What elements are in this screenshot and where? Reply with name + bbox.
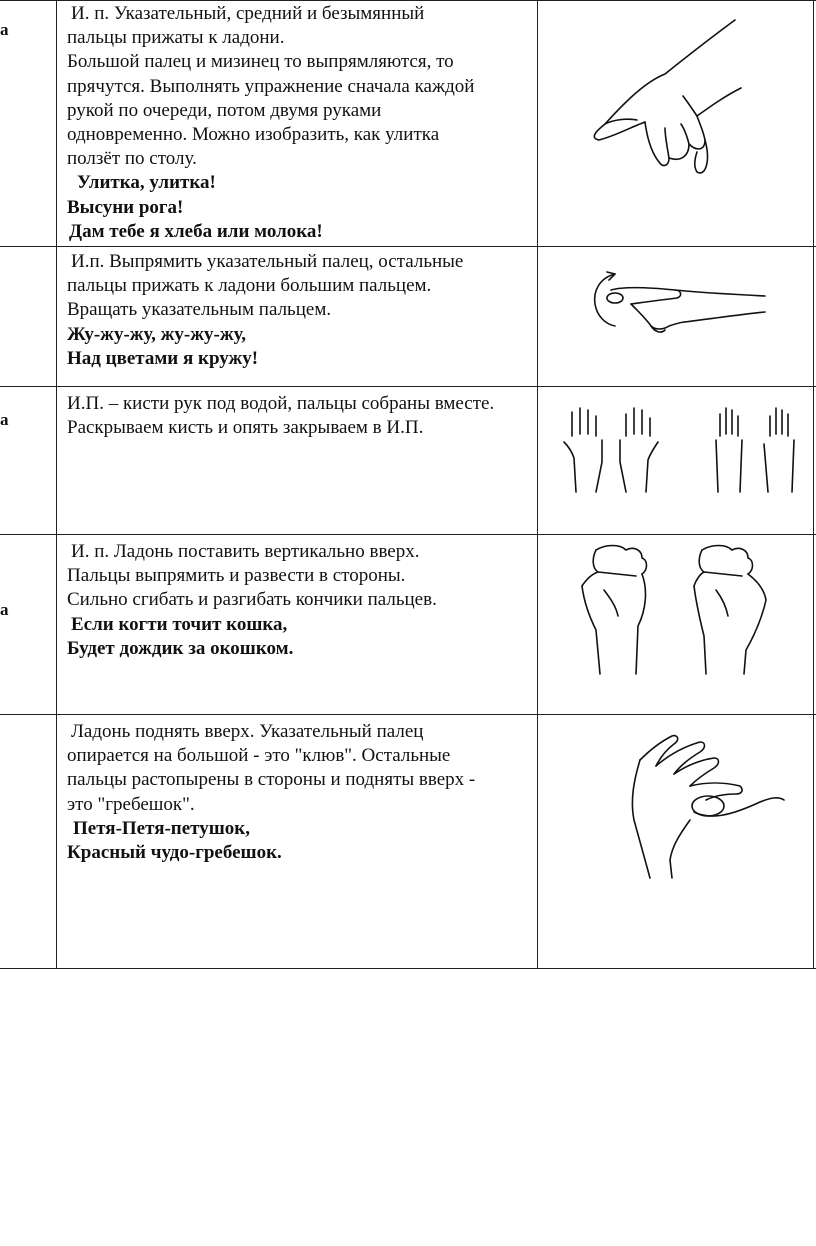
text-line: одновременно. Можно изобразить, как улитка (67, 124, 440, 146)
rooster-hand-icon (620, 730, 790, 880)
row-border-bottom (0, 968, 816, 969)
exercise-description (67, 250, 535, 371)
text-line: И.П. – кисти рук под водой, пальцы собраны вместе. (67, 393, 495, 414)
column-divider-left (56, 0, 57, 969)
row-border (0, 246, 816, 247)
exercise-description (67, 720, 535, 865)
text-line: пальцы растопырены в стороны и подняты вверх - (67, 769, 476, 791)
claw-hands-icon (576, 540, 776, 680)
cut-off-label: а (0, 20, 9, 39)
verse-line: Если когти точит кошка, (71, 613, 288, 635)
verse-line: Красный чудо-гребешок. (67, 842, 282, 864)
text-line: Сильно сгибать и разгибать кончики пальцев. (67, 589, 437, 611)
cut-off-label: а (0, 600, 9, 619)
column-divider-right (813, 0, 814, 969)
column-divider-middle (537, 0, 538, 969)
row-border-top (0, 0, 816, 1)
cut-off-label: а (0, 410, 9, 429)
text-line: пальцы прижать к ладони большим пальцем. (67, 275, 432, 297)
open-close-hands-icon (558, 406, 808, 496)
text-line: И. п. Указательный, средний и безымянный (71, 3, 425, 24)
text-line: опирается на большой - это "клюв". Остальные (67, 745, 451, 767)
text-line: прячутся. Выполнять упражнение сначала каждой (67, 75, 475, 97)
text-line: Ладонь поднять вверх. Указательный палец (71, 721, 424, 742)
text-line: Пальцы выпрямить и развести в стороны. (67, 565, 406, 587)
exercise-description (67, 540, 535, 661)
text-line: Вращать указательным пальцем. (67, 299, 332, 321)
verse-line: Будет дождик за окошком. (67, 637, 294, 659)
verse-line: Над цветами я кружу! (67, 347, 259, 369)
hand-snail-icon (585, 12, 765, 182)
exercise-description (67, 2, 535, 244)
verse-line: Петя-Петя-петушок, (73, 817, 251, 839)
text-line: Раскрываем кисть и опять закрываем в И.П. (67, 417, 424, 439)
verse-line: Жу-жу-жу, жу-жу-жу, (67, 323, 246, 345)
text-line: Большой палец и мизинец то выпрямляются, то (67, 51, 454, 73)
verse-line: Высуни рога! (67, 196, 184, 218)
text-line: И.п. Выпрямить указательный палец, остальные (71, 251, 464, 272)
verse-line: Улитка, улитка! (77, 172, 216, 194)
text-line: И. п. Ладонь поставить вертикально вверх. (71, 541, 420, 562)
text-line: это "гребешок". (67, 793, 195, 815)
hand-pointing-icon (585, 268, 775, 348)
row-border (0, 386, 816, 387)
row-border (0, 714, 816, 715)
row-border (0, 534, 816, 535)
text-line: рукой по очереди, потом двумя руками (67, 99, 382, 121)
exercise-description (67, 392, 535, 440)
text-line: ползёт по столу. (67, 148, 197, 170)
text-line: пальцы прижаты к ладони. (67, 27, 285, 49)
verse-line: Дам тебе я хлеба или молока! (69, 220, 323, 242)
